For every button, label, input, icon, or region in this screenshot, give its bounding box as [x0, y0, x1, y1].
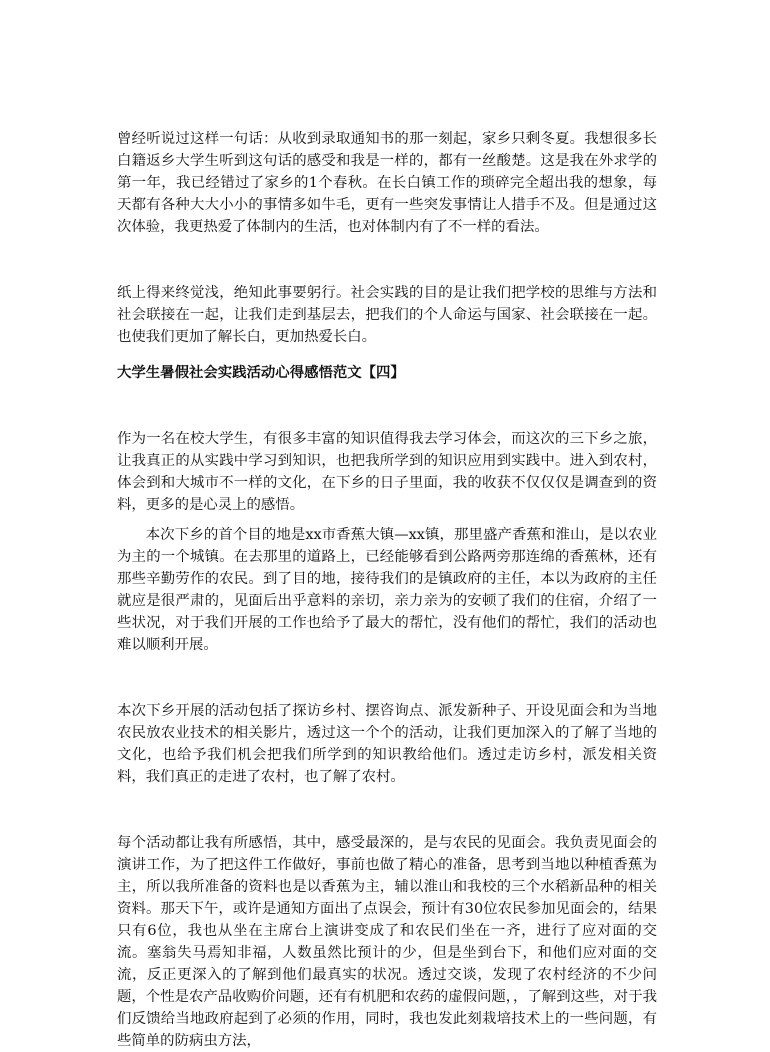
paragraph-1: 曾经听说过这样一句话：从收到录取通知书的那一刻起，家乡只剩冬夏。我想很多长白籍返乡大学生听到这句话的感受和我是一样的，都有一丝酸楚。这是我在外求学的第一年，我已经错过了家乡的1个春秋。在长白镇工作的琐碎完全超出我的想象，每天都有各种大大小小的事情多如牛毛，更有一些突发事情让人措手不及。但是通过这次体验，我更热爱了体制内的生活，也对体制内有了不一样的看法。	[117, 131, 657, 235]
spacer	[117, 516, 657, 524]
spacer	[117, 238, 657, 282]
paragraph-5: 本次下乡开展的活动包括了探访乡村、摆咨询点、派发新种子、开设见面会和为当地农民放农业技术的相关影片，透过这一个个的活动，让我们更加深入的了解了当地的文化，也给予我们机会把我们所学到的知识教给他们。透过走访乡村，派发相关资料，我们真正的走进了农村，也了解了农村。	[117, 703, 657, 785]
paragraph-4: 本次下乡的首个目的地是xx市香蕉大镇—xx镇，那里盛产香蕉和淮山，是以农业为主的一个城镇。在去那里的道路上，已经能够看到公路两旁那连绵的香蕉林，还有那些辛勤劳作的农民。到了目的地，接待我们的是镇政府的主任，本以为政府的主任就应是很严肃的，见面后出乎意料的亲切，亲力亲为的安顿了我们的住宿，介绍了一些状况，对于我们开展的工作也给予了最大的帮忙，没有他们的帮忙，我们的活动也难以顺利开展。	[117, 527, 657, 653]
spacer	[117, 384, 657, 428]
spacer	[117, 348, 657, 362]
paragraph-2: 纸上得来终觉浅，绝知此事要躬行。社会实践的目的是让我们把学校的思维与方法和社会联接在一起，让我们走到基层去，把我们的个人命运与国家、社会联接在一起。也使我们更加了解长白，更加热爱长白。	[117, 285, 657, 345]
spacer	[117, 656, 657, 700]
document-page	[117, 128, 657, 1052]
section-heading: 大学生暑假社会实践活动心得感悟范文【四】	[117, 365, 405, 381]
paragraph-6: 每个活动都让我有所感悟，其中，感受最深的，是与农民的见面会。我负责见面会的演讲工作，为了把这件工作做好，事前也做了精心的准备，思考到当地以种植香蕉为主，所以我所准备的资料也是以香蕉为主，辅以淮山和我校的三个水稻新品种的相关资料。那天下午，或许是通知方面出了点误会，预计有30位农民参加见面会的，结果只有6位，我也从坐在主席台上演讲变成了和农民们坐在一齐，进行了应对面的交流。塞翁失马焉知非福，人数虽然比预计的少，但是坐到台下，和他们应对面的交流，反正更深入的了解到他们最真实的状况。透过交谈，发现了农村经济的不少问题，个性是农产品收购价问题，还有有机肥和农药的虚假问题，，了解到这些，对于我们反馈给当地政府起到了必须的作用，同时，我也发此刻栽培技术上的一些问题，有些简单的防病虫方法，	[117, 835, 657, 1049]
spacer	[117, 788, 657, 832]
paragraph-3: 作为一名在校大学生，有很多丰富的知识值得我去学习体会，而这次的三下乡之旅，让我真正的从实践中学习到知识，也把我所学到的知识应用到实践中。进入到农村，体会到和大城市不一样的文化，在下乡的日子里面，我的收获不仅仅仅是调查到的资料，更多的是心灵上的感悟。	[117, 431, 657, 513]
